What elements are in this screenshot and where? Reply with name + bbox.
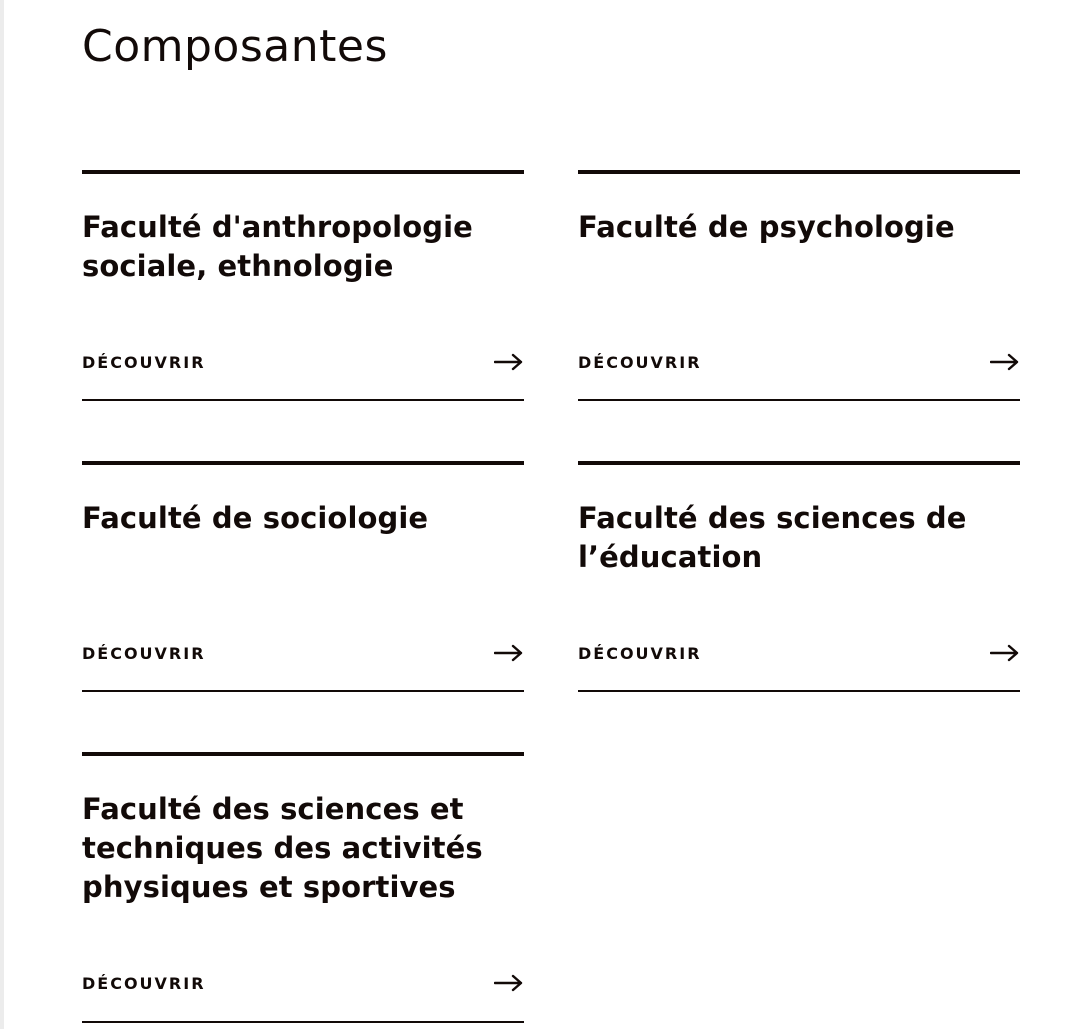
discover-label: DÉCOUVRIR: [82, 644, 206, 663]
card-top-rule: [82, 752, 524, 756]
arrow-right-icon: [494, 973, 524, 998]
section-title: Composantes: [82, 21, 388, 72]
card-top-rule: [82, 461, 524, 465]
card-bottom-rule: [578, 399, 1020, 401]
card-bottom-rule: [82, 399, 524, 401]
faculty-card: [82, 752, 524, 1024]
discover-link[interactable]: [82, 353, 524, 395]
arrow-right-icon: [494, 643, 524, 668]
discover-label: DÉCOUVRIR: [578, 353, 702, 372]
card-top-rule: [82, 170, 524, 174]
card-bottom-rule: [578, 690, 1020, 692]
card-title: Faculté des sciences de l’éducation: [578, 501, 967, 574]
card-bottom-rule: [82, 1021, 524, 1023]
card-title: Faculté de sociologie: [82, 501, 429, 535]
discover-link[interactable]: [578, 353, 1020, 395]
discover-label: DÉCOUVRIR: [82, 353, 206, 372]
discover-label: DÉCOUVRIR: [578, 644, 702, 663]
arrow-right-icon: [494, 352, 524, 377]
arrow-right-icon: [990, 643, 1020, 668]
card-title: Faculté d'anthropologie sociale, ethnologie: [82, 210, 473, 283]
discover-label: DÉCOUVRIR: [82, 974, 206, 993]
card-title: Faculté de psychologie: [578, 210, 955, 244]
faculty-card: [578, 170, 1020, 402]
arrow-right-icon: [990, 352, 1020, 377]
card-bottom-rule: [82, 690, 524, 692]
card-title: Faculté des sciences et techniques des activités physiques et sportives: [82, 792, 483, 904]
discover-link[interactable]: [82, 974, 524, 1016]
card-top-rule: [578, 461, 1020, 465]
card-top-rule: [578, 170, 1020, 174]
page-edge: [0, 0, 4, 1029]
faculty-card: [82, 170, 524, 402]
discover-link[interactable]: [82, 644, 524, 686]
faculty-card: [82, 461, 524, 693]
discover-link[interactable]: [578, 644, 1020, 686]
faculty-card: [578, 461, 1020, 693]
